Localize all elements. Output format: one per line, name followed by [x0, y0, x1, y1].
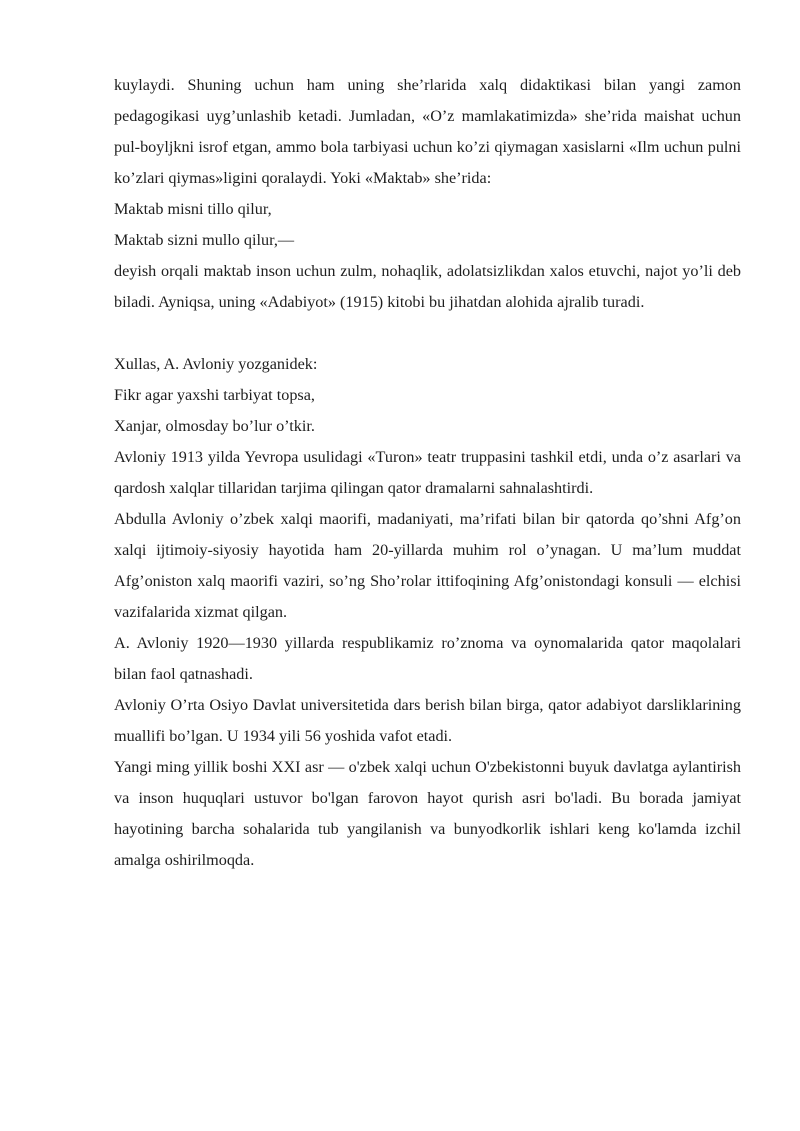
paragraph-maktab-intro: kuylaydi. Shuning uchun ham uning she’rlarida xalq didaktikasi bilan yangi zamon pedagogikasi uyg’unlashib ketadi. Jumladan, «O’z mamlakatimizda» she’rida maishat uchun pul-boyljkni isrof etgan, ammo bola tarbiyasi uchun ko’zi qiymagan xasislarni «Ilm uchun pulni ko’zlari qiymas»ligini qoralaydi. Yoki «Maktab» she’rida: — [114, 76, 741, 187]
blank-line — [114, 318, 741, 349]
verse-line: Fikr agar yaxshi tarbiyat topsa, — [114, 386, 315, 404]
verse-line: Maktab sizni mullo qilur,— — [114, 231, 295, 249]
paragraph-xxi-century: Yangi ming yillik boshi XXI asr — o'zbek xalqi uchun O'zbekistonni buyuk davlatga aylantirish va inson huquqlari ustuvor bo'lgan farovon hayot qurish asri bo'ladi. Bu borada jamiyat hayotining barcha sohalarida tub yangilanish va bunyodkorlik ishlari keng ko'lamda izchil amalga oshirilmoqda. — [114, 758, 741, 869]
paragraph-university: Avloniy O’rta Osiyo Davlat universitetida dars berish bilan birga, qator adabiyot darsliklarining muallifi bo’lgan. U 1934 yili 56 yoshida vafot etadi. — [114, 696, 741, 745]
text-line: Xullas, A. Avloniy yozganidek: — [114, 355, 318, 373]
document-body — [114, 70, 741, 876]
verse-line: Maktab misni tillo qilur, — [114, 200, 272, 218]
verse-line: Xanjar, olmosday bo’lur o’tkir. — [114, 417, 315, 435]
paragraph-press: A. Avloniy 1920—1930 yillarda respublikamiz ro’znoma va oynomalarida qator maqolalari bilan faol qatnashadi. — [114, 634, 741, 683]
paragraph-afghanistan: Abdulla Avloniy o’zbek xalqi maorifi, madaniyati, ma’rifati bilan bir qatorda qo’shni Afg’on xalqi ijtimoiy-siyosiy hayotida ham 20-yillarda muhim rol o’ynagan. U ma’lum muddat Afg’oniston xalq maorifi vaziri, so’ng Sho’rolar ittifoqining Afg’onistondagi konsuli — elchisi vazifalarida xizmat qilgan. — [114, 510, 741, 621]
paragraph-najot: deyish orqali maktab inson uchun zulm, nohaqlik, adolatsizlikdan xalos etuvchi, najot yo’li deb biladi. Ayniqsa, uning «Adabiyot» (1915) kitobi bu jihatdan alohida ajralib turadi. — [114, 262, 741, 311]
paragraph-turon-theatre: Avloniy 1913 yilda Yevropa usulidagi «Turon» teatr truppasini tashkil etdi, unda o’z asarlari va qardosh xalqlar tillaridan tarjima qilingan qator dramalarni sahnalashtirdi. — [114, 448, 741, 497]
